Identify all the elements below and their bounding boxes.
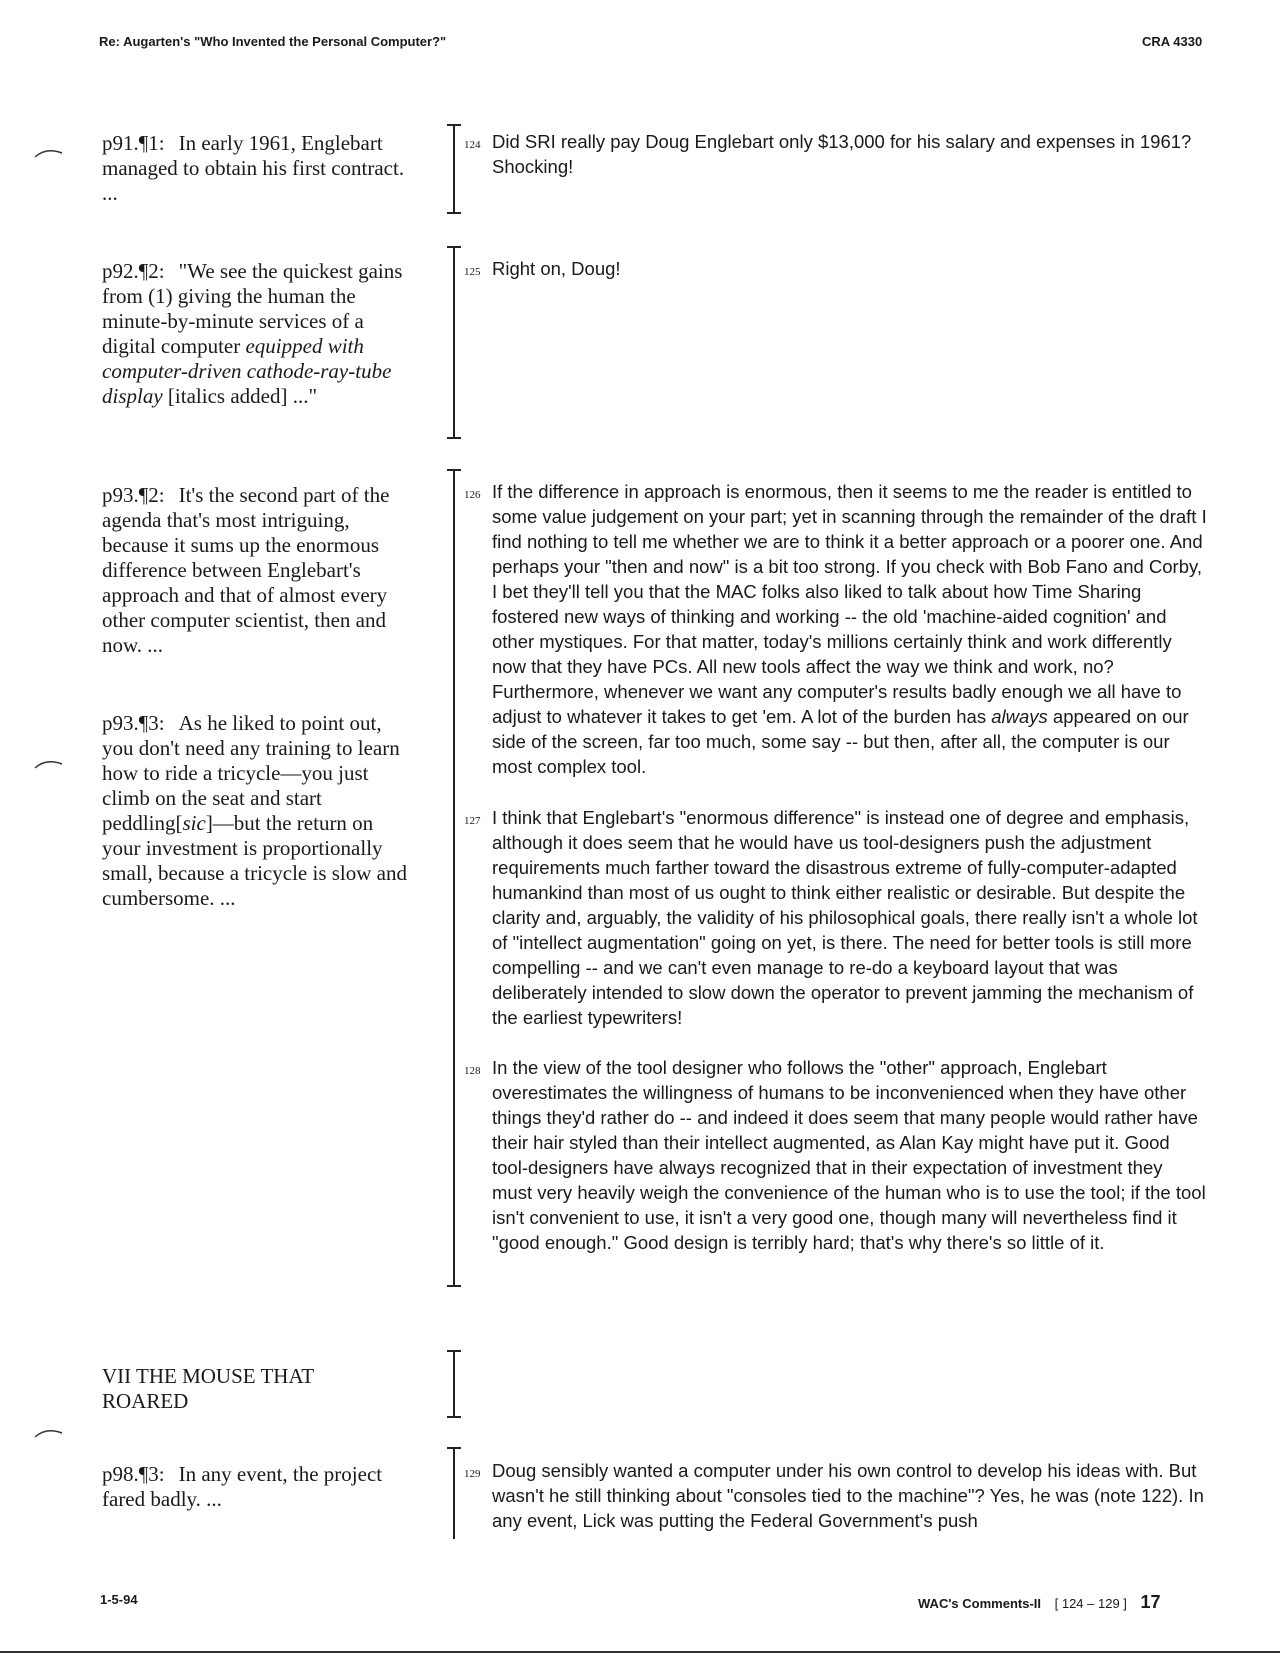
note-number: 125	[464, 266, 481, 278]
footer-title: WAC's Comments-II	[918, 1596, 1041, 1611]
quote-italic: sic	[182, 811, 206, 835]
page-number: 17	[1140, 1592, 1161, 1612]
quote-ref: p98.¶3:	[102, 1462, 165, 1486]
footer-date: 1-5-94	[100, 1592, 138, 1607]
note-text: If the difference in approach is enormous, then it seems to me the reader is entitled to some value judgement on your part; yet in scanning through the remainder of the draft I find nothing to tell me whether we are to think it a better approach or a poorer one. And perhaps your "then and now" is a bit too strong. If you check with Bob Fano and Corby, I bet they'll tell you that the MAC folks also liked to talk about how Time Sharing fostered new ways of thinking and working -- the old 'machine-aided cognition' and other mystiques. For that matter, today's millions certainly think and work differently now that they have PCs. All new tools affect the way we think and work, no? Furthermore, whenever we want any computer's results badly enough we all have to adjust to whatever it takes to get 'em. A lot of the burden has	[492, 481, 1207, 727]
bottom-rule	[0, 1651, 1280, 1653]
note-number: 126	[464, 489, 481, 501]
quote-text: In any event, the project fared badly. ...	[102, 1462, 383, 1511]
note-127	[464, 805, 1207, 1030]
quote-p92	[102, 259, 412, 409]
quote-ref: p93.¶3:	[102, 711, 165, 735]
note-124	[464, 129, 1207, 179]
quote-p93-2	[102, 483, 412, 658]
quote-text: It's the second part of the agenda that's most intriguing, because it sums up the enormous difference between Englebart's approach and that of almost every other computer scientist, then and now. ...	[102, 483, 390, 657]
quote-text: "We see the quickest gains from (1) giving the human the minute-by-minute services of a digital computer	[102, 259, 403, 358]
margin-mark	[34, 1427, 64, 1439]
running-header-code: CRA 4330	[1142, 34, 1203, 49]
quote-p91	[102, 131, 412, 206]
note-number: 128	[464, 1065, 481, 1077]
section-heading-text: VII THE MOUSE THAT ROARED	[102, 1364, 314, 1413]
quote-text: In early 1961, Englebart managed to obtain his first contract. ...	[102, 131, 405, 205]
note-129	[464, 1458, 1207, 1533]
margin-mark	[34, 147, 64, 159]
bracket	[447, 1447, 461, 1539]
quote-text: As he liked to point out, you don't need any training to learn how to ride a tricycle—you just climb on the seat and start peddling[	[102, 711, 400, 835]
bracket	[447, 124, 461, 214]
note-128	[464, 1055, 1207, 1255]
note-text-end: appeared on our side of the screen, far too much, some say -- but then, after all, the computer is our most complex tool.	[492, 706, 1189, 777]
running-header-title: Re: Augarten's "Who Invented the Personal Computer?"	[99, 34, 447, 49]
note-text: Doug sensibly wanted a computer under his own control to develop his ideas with. But wasn't he still thinking about "consoles tied to the machine"? Yes, he was (note 122). In any event, Lick was putting the Federal Government's push	[492, 1460, 1204, 1531]
bracket	[447, 469, 461, 1287]
note-text: Right on, Doug!	[492, 258, 621, 279]
note-text: I think that Englebart's "enormous difference" is instead one of degree and emphasis, although it does seem that he would have us tool-designers push the adjustment requirements much farther toward the disastrous extreme of fully-computer-adapted humankind than most of us ought to think either realistic or desirable. But despite the clarity and, arguably, the validity of his philosophical goals, there really isn't a whole lot of "intellect augmentation" going on yet, is there. The need for better tools is still more compelling -- and we can't even manage to re-do a keyboard layout that was deliberately intended to slow down the operator to prevent jamming the mechanism of the earliest typewriters!	[492, 807, 1198, 1028]
note-126	[464, 479, 1207, 779]
note-text-block	[492, 479, 1207, 779]
bracket	[447, 246, 461, 439]
bracket	[447, 1350, 461, 1418]
footer	[918, 1592, 1161, 1613]
quote-italic: equipped with computer-driven cathode-ray-tube display	[102, 334, 392, 408]
footer-note-range: [ 124 – 129 ]	[1054, 1596, 1127, 1611]
note-text: Did SRI really pay Doug Englebart only $13,000 for his salary and expenses in 1961? Shocking!	[492, 131, 1192, 177]
quote-p98	[102, 1462, 412, 1512]
note-italic: always	[991, 706, 1048, 727]
section-heading	[102, 1364, 362, 1414]
note-number: 129	[464, 1468, 481, 1480]
quote-text-end: [italics added] ..."	[162, 384, 318, 408]
note-text: In the view of the tool designer who follows the "other" approach, Englebart overestimates the willingness of humans to be inconvenienced when they have other things they'd rather do -- and indeed it does seem that many people would rather have their hair styled than their intellect augmented, as Alan Kay might have put it. Good tool-designers have always recognized that in their expectation of investment they must very heavily weigh the convenience of the human who is to use the tool; if the tool isn't convenient to use, it isn't a very good one, though many will nevertheless find it "good enough." Good design is terribly hard; that's why there's so little of it.	[492, 1057, 1206, 1253]
quote-ref: p93.¶2:	[102, 483, 165, 507]
quote-ref: p91.¶1:	[102, 131, 165, 155]
quote-ref: p92.¶2:	[102, 259, 165, 283]
note-125	[464, 256, 1207, 281]
quote-text-end: ]—but the return on your investment is proportionally small, because a tricycle is slow and cumbersome. ...	[102, 811, 407, 910]
margin-mark	[34, 758, 64, 770]
quote-p93-3	[102, 711, 412, 911]
note-number: 127	[464, 815, 481, 827]
note-number: 124	[464, 139, 481, 151]
